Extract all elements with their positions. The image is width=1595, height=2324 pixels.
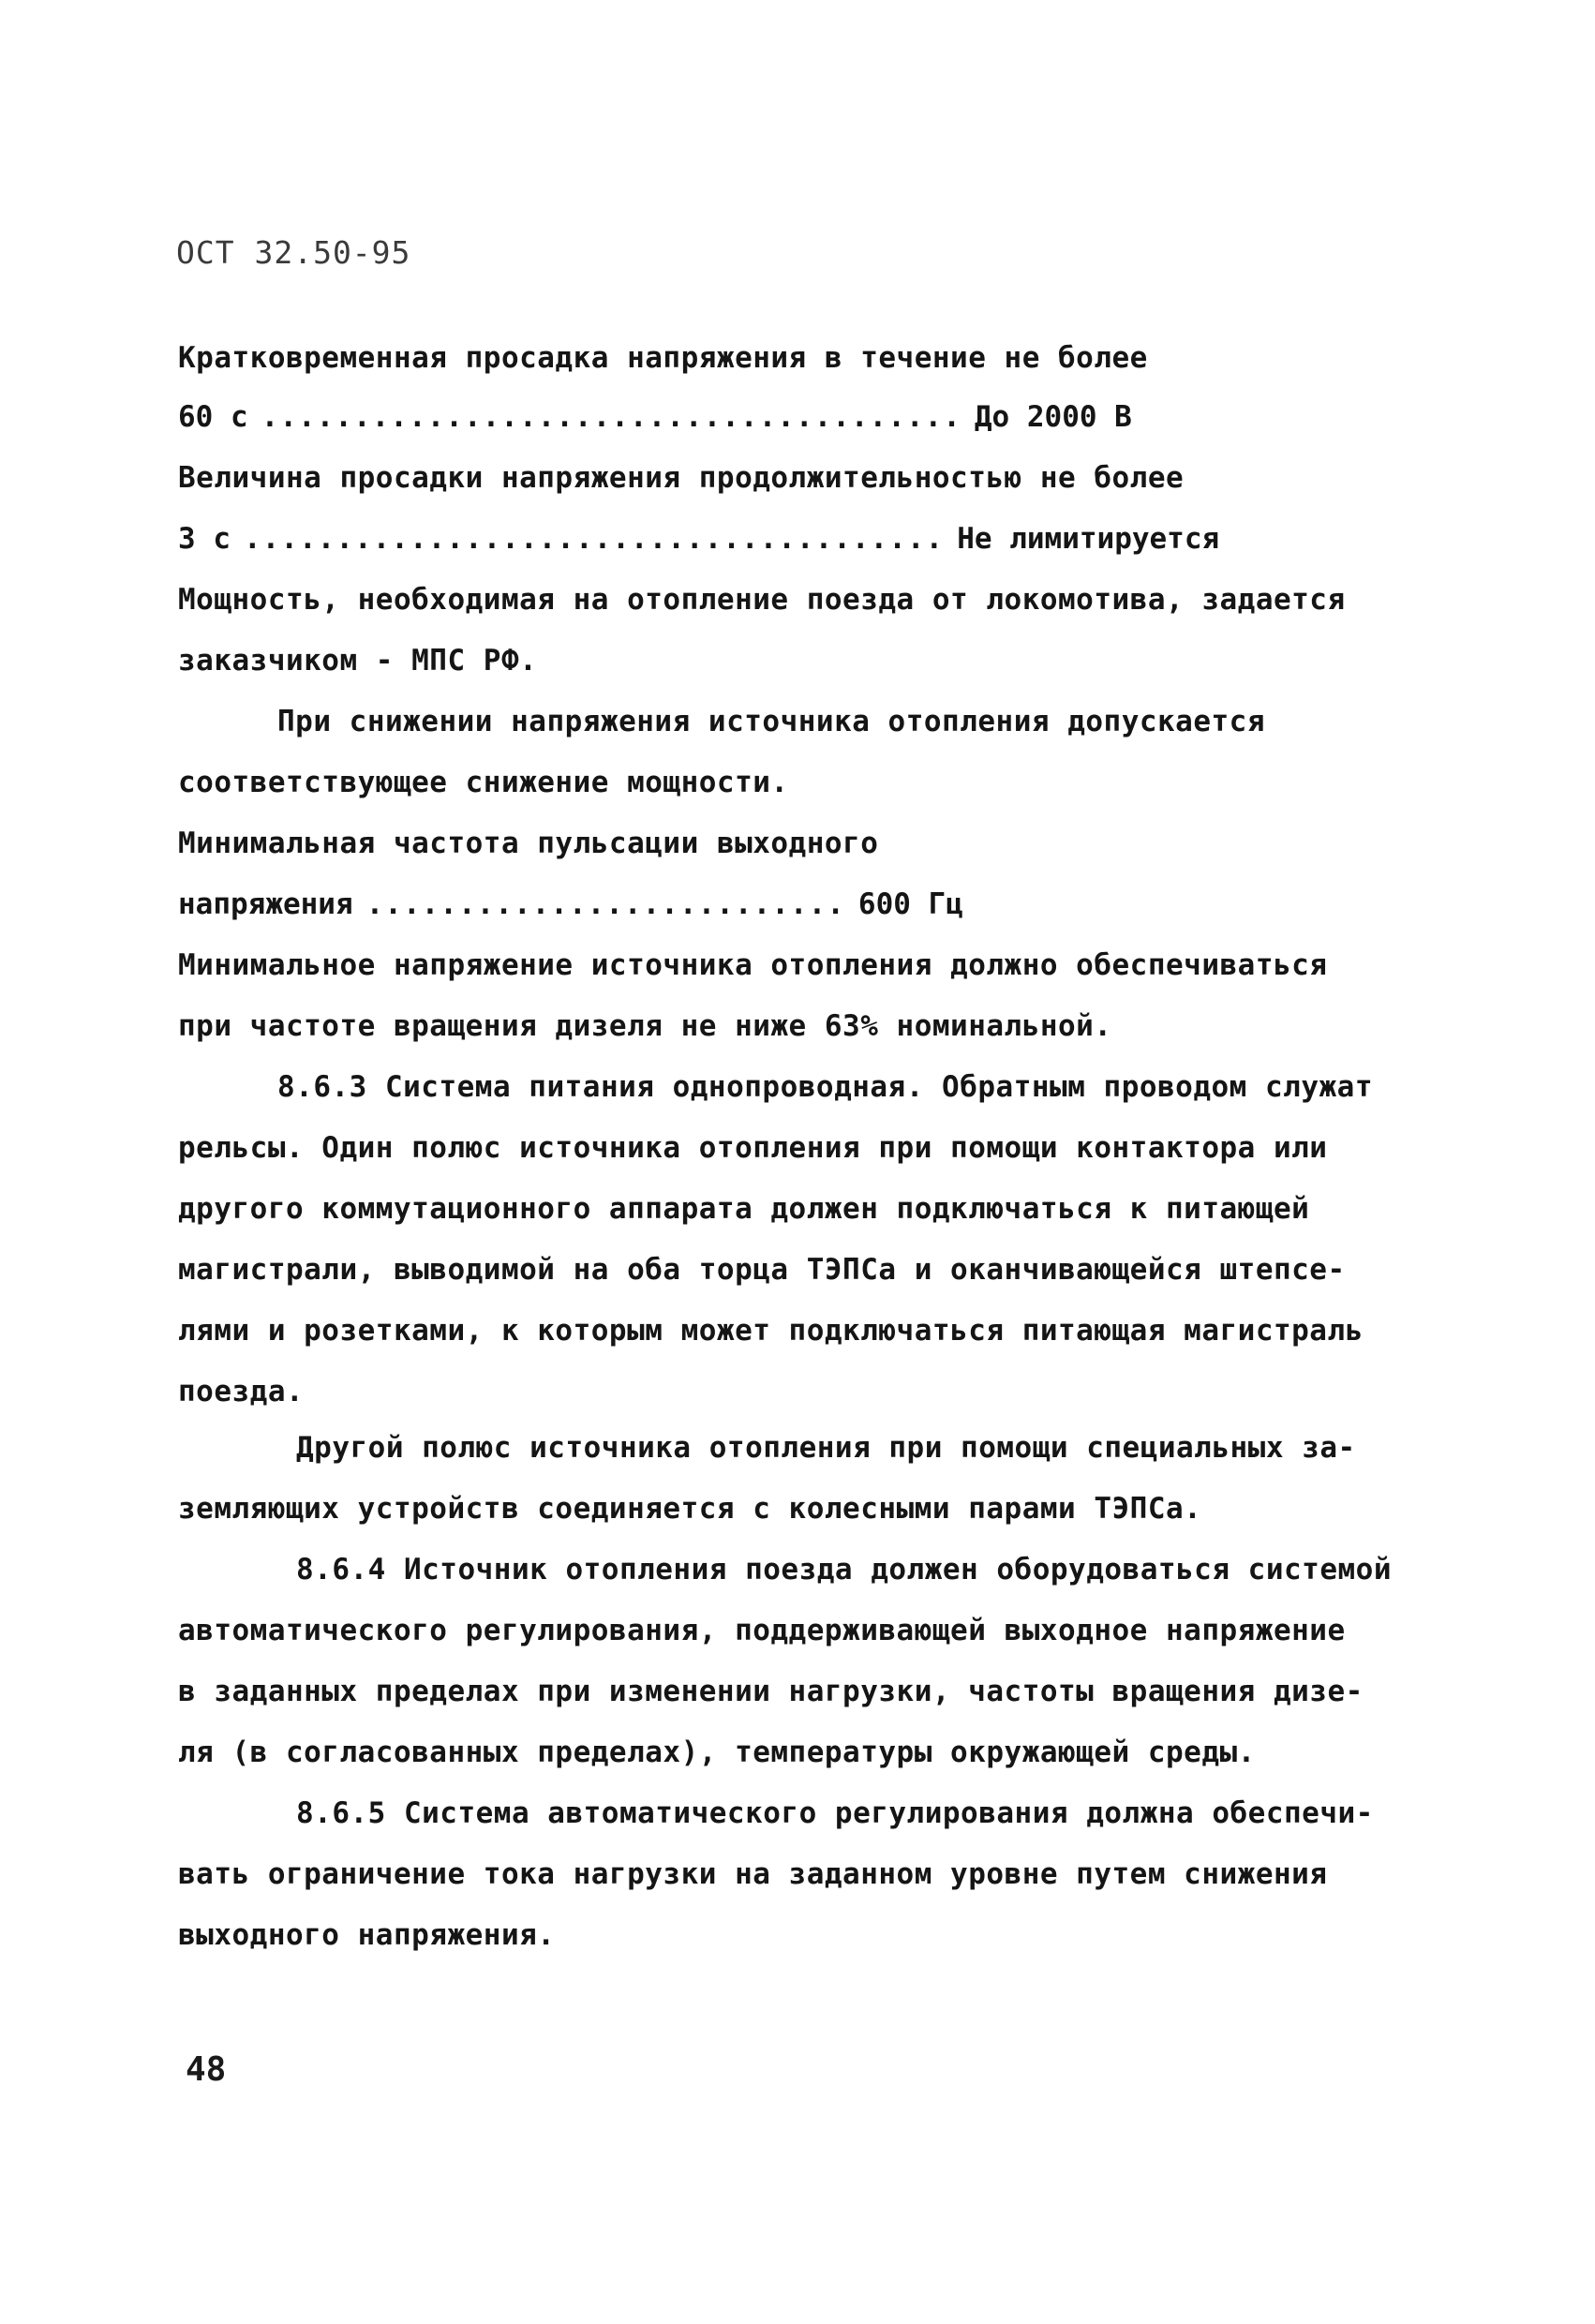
text-line: 8.6.3 Система питания однопроводная. Обратным проводом служат: [277, 1070, 1373, 1104]
text-line: поезда.: [178, 1375, 305, 1408]
text-line: соответствующее снижение мощности.: [178, 766, 789, 799]
text-line: Величина просадки напряжения продолжительностью не более: [178, 461, 1185, 495]
text-line: Минимальное напряжение источника отопления должно обеспечиваться: [178, 948, 1328, 982]
text-line: ля (в согласованных пределах), температуры окружающей среды.: [178, 1736, 1256, 1769]
text-line: 8.6.4 Источник отопления поезда должен оборудоваться системой: [296, 1553, 1392, 1587]
spec-value: 600 Гц: [857, 887, 963, 921]
spec-value: До 2000 В: [974, 400, 1132, 434]
text-line: автоматического регулирования, поддерживающей выходное напряжение: [178, 1614, 1346, 1647]
text-line: При снижении напряжения источника отопления допускается: [277, 705, 1265, 738]
text-line: выходного напряжения.: [178, 1918, 556, 1952]
text-line: рельсы. Один полюс источника отопления при помощи контактора или: [178, 1131, 1328, 1165]
text-line: Мощность, необходимая на отопление поезда от локомотива, задается: [178, 583, 1346, 617]
text-line: Минимальная частота пульсации выходного: [178, 827, 879, 860]
text-line: вать ограничение тока нагрузки на заданном уровне путем снижения: [178, 1857, 1328, 1891]
spec-row-sag-duration: [178, 520, 1219, 558]
text-line: земляющих устройств соединяется с колесными парами ТЭПСа.: [178, 1492, 1202, 1526]
spec-label: 60 с: [178, 400, 248, 434]
spec-row-voltage-sag: [178, 398, 1132, 436]
spec-label: напряжения: [178, 887, 353, 921]
text-line: магистрали, выводимой на оба торца ТЭПСа и оканчивающейся штепсе-: [178, 1253, 1346, 1287]
spec-dots: ..........................: [365, 887, 845, 921]
spec-value: Не лимитируется: [957, 522, 1220, 556]
document-code: ОСТ 32.50-95: [176, 234, 411, 271]
spec-row-ripple-frequency: [178, 886, 963, 923]
text-line: 8.6.5 Система автоматического регулирования должна обеспечи-: [296, 1796, 1374, 1830]
text-line: в заданных пределах при изменении нагрузки, частоты вращения дизе-: [178, 1675, 1364, 1708]
text-line: другого коммутационного аппарата должен подключаться к питающей: [178, 1192, 1310, 1226]
text-line: заказчиком - МПС РФ.: [178, 644, 538, 678]
spec-label: 3 с: [178, 522, 231, 556]
text-line: Другой полюс источника отопления при помощи специальных за-: [296, 1431, 1356, 1465]
text-line: при частоте вращения дизеля не ниже 63% номинальной.: [178, 1009, 1112, 1043]
spec-dots: ......................................: [261, 400, 961, 434]
page-number: 48: [186, 2050, 227, 2089]
spec-dots: ......................................: [244, 522, 945, 556]
text-line: лями и розетками, к которым может подключаться питающая магистраль: [178, 1314, 1364, 1348]
text-line: Кратковременная просадка напряжения в течение не более: [178, 341, 1148, 375]
